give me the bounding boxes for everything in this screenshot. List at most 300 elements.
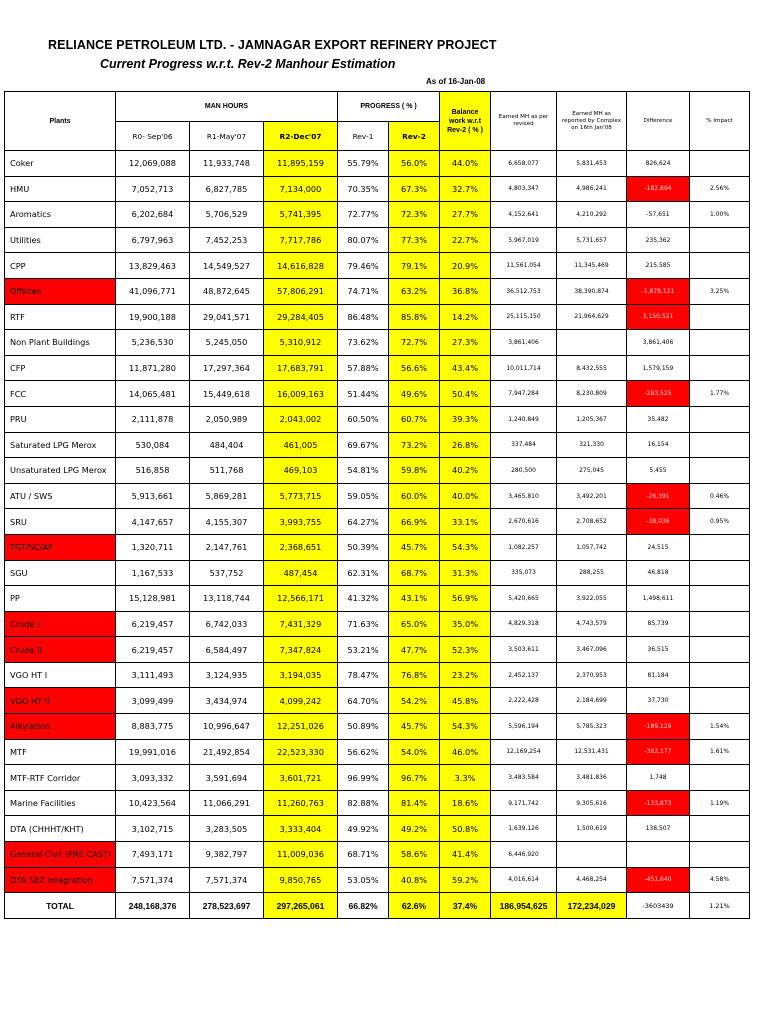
cell-diff: -362,177 — [627, 739, 690, 765]
cell-rev1: 60.50% — [338, 406, 389, 432]
cell-plant: CPP — [5, 253, 116, 279]
header-difference: Difference — [627, 92, 690, 151]
cell-earned: 2,222,428 — [491, 688, 557, 714]
cell-earned: 11,561,054 — [491, 253, 557, 279]
cell-rev2: 96.7% — [389, 765, 440, 791]
table-row — [5, 509, 750, 535]
cell-r0: 7,493,171 — [116, 842, 190, 868]
cell-rev2: 49.6% — [389, 381, 440, 407]
cell-diff: 35,482 — [627, 406, 690, 432]
cell-earned: 4,829,318 — [491, 611, 557, 637]
cell-plant: MTF — [5, 739, 116, 765]
cell-rev1: 59.05% — [338, 483, 389, 509]
header-r0: R0- Sep'06 — [116, 122, 190, 151]
cell-complex: 2,370,953 — [557, 662, 627, 688]
cell-earned: 25,115,150 — [491, 304, 557, 330]
cell-impact — [690, 330, 750, 356]
table-row — [5, 611, 750, 637]
cell-earned: 280,500 — [491, 458, 557, 484]
header-impact: % Impact — [690, 92, 750, 151]
cell-r0: 3,111,493 — [116, 662, 190, 688]
cell-bal: 54.3% — [440, 714, 491, 740]
cell-rev1: 53.21% — [338, 637, 389, 663]
table-row — [5, 458, 750, 484]
cell-impact — [690, 637, 750, 663]
table-row — [5, 330, 750, 356]
cell-complex: 1,057,742 — [557, 534, 627, 560]
cell-r0: 4,147,657 — [116, 509, 190, 535]
cell-complex: 275,045 — [557, 458, 627, 484]
cell-r2: 11,895,159 — [264, 151, 338, 177]
cell-rev1: 49.92% — [338, 816, 389, 842]
table-row — [5, 151, 750, 177]
cell-rev2: 63.2% — [389, 278, 440, 304]
total-complex: 172,234,029 — [557, 893, 627, 919]
cell-bal: 22.7% — [440, 227, 491, 253]
cell-bal: 35.0% — [440, 611, 491, 637]
cell-r0: 6,202,684 — [116, 202, 190, 228]
cell-rev1: 79.46% — [338, 253, 389, 279]
cell-diff: 3,861,406 — [627, 330, 690, 356]
cell-rev2: 40.8% — [389, 867, 440, 893]
cell-complex: 3,481,836 — [557, 765, 627, 791]
cell-plant: Unsaturated LPG Merox — [5, 458, 116, 484]
cell-r0: 6,219,457 — [116, 611, 190, 637]
cell-plant: SRU — [5, 509, 116, 535]
cell-r2: 7,134,000 — [264, 176, 338, 202]
cell-earned: 335,073 — [491, 560, 557, 586]
cell-diff: 826,624 — [627, 151, 690, 177]
cell-plant: CFP — [5, 355, 116, 381]
cell-r1: 13,118,744 — [190, 586, 264, 612]
cell-rev1: 55.79% — [338, 151, 389, 177]
cell-r2: 7,347,824 — [264, 637, 338, 663]
cell-plant: Alkylation — [5, 714, 116, 740]
cell-complex: 4,210,292 — [557, 202, 627, 228]
cell-r0: 3,102,715 — [116, 816, 190, 842]
cell-r0: 12,069,088 — [116, 151, 190, 177]
total-rev2: 62.6% — [389, 893, 440, 919]
cell-rev2: 77.3% — [389, 227, 440, 253]
table-row — [5, 253, 750, 279]
cell-r0: 11,871,280 — [116, 355, 190, 381]
cell-r0: 5,236,530 — [116, 330, 190, 356]
cell-complex: 1,500,619 — [557, 816, 627, 842]
cell-plant: Coker — [5, 151, 116, 177]
cell-impact — [690, 688, 750, 714]
cell-plant: Marine Facilities — [5, 790, 116, 816]
cell-complex: 4,468,254 — [557, 867, 627, 893]
cell-complex: 288,255 — [557, 560, 627, 586]
header-r2: R2-Dec'07 — [264, 122, 338, 151]
total-r2: 297,265,061 — [264, 893, 338, 919]
cell-r2: 16,009,163 — [264, 381, 338, 407]
cell-bal: 50.4% — [440, 381, 491, 407]
cell-rev1: 71.63% — [338, 611, 389, 637]
cell-r2: 469,103 — [264, 458, 338, 484]
cell-impact — [690, 662, 750, 688]
cell-bal: 45.8% — [440, 688, 491, 714]
cell-rev1: 54.81% — [338, 458, 389, 484]
cell-r0: 1,320,711 — [116, 534, 190, 560]
cell-complex: 5,785,323 — [557, 714, 627, 740]
cell-complex: 21,964,629 — [557, 304, 627, 330]
cell-diff: -283,525 — [627, 381, 690, 407]
cell-bal: 39.3% — [440, 406, 491, 432]
cell-rev2: 59.8% — [389, 458, 440, 484]
cell-r2: 3,333,404 — [264, 816, 338, 842]
table-row — [5, 867, 750, 893]
cell-r2: 7,431,329 — [264, 611, 338, 637]
cell-diff: -182,894 — [627, 176, 690, 202]
cell-impact: 1.77% — [690, 381, 750, 407]
cell-r1: 5,706,529 — [190, 202, 264, 228]
cell-impact — [690, 458, 750, 484]
cell-bal: 27.7% — [440, 202, 491, 228]
cell-diff — [627, 842, 690, 868]
cell-earned: 3,465,810 — [491, 483, 557, 509]
cell-r2: 14,616,828 — [264, 253, 338, 279]
cell-earned: 2,452,137 — [491, 662, 557, 688]
cell-complex: 3,467,096 — [557, 637, 627, 663]
cell-earned: 7,947,284 — [491, 381, 557, 407]
cell-plant: Non Plant Buildings — [5, 330, 116, 356]
cell-rev2: 85.8% — [389, 304, 440, 330]
cell-rev1: 64.27% — [338, 509, 389, 535]
cell-r1: 5,245,050 — [190, 330, 264, 356]
table-row — [5, 842, 750, 868]
cell-earned: 5,596,194 — [491, 714, 557, 740]
cell-complex: 3,922,055 — [557, 586, 627, 612]
cell-bal: 27.3% — [440, 330, 491, 356]
as-of-date: As of 16-Jan-08 — [426, 77, 486, 86]
cell-r1: 48,872,645 — [190, 278, 264, 304]
cell-r1: 7,452,253 — [190, 227, 264, 253]
cell-rev1: 73.62% — [338, 330, 389, 356]
cell-diff: 1,579,159 — [627, 355, 690, 381]
cell-rev2: 68.7% — [389, 560, 440, 586]
cell-rev2: 67.3% — [389, 176, 440, 202]
cell-rev2: 56.6% — [389, 355, 440, 381]
cell-bal: 20.9% — [440, 253, 491, 279]
cell-plant: SGU — [5, 560, 116, 586]
cell-complex: 1,205,367 — [557, 406, 627, 432]
cell-rev1: 96.99% — [338, 765, 389, 791]
cell-impact — [690, 253, 750, 279]
cell-r0: 14,065,481 — [116, 381, 190, 407]
cell-r0: 10,423,564 — [116, 790, 190, 816]
total-r1: 278,523,697 — [190, 893, 264, 919]
cell-rev2: 58.6% — [389, 842, 440, 868]
cell-r1: 17,297,364 — [190, 355, 264, 381]
cell-rev1: 50.89% — [338, 714, 389, 740]
cell-earned: 5,420,665 — [491, 586, 557, 612]
cell-r0: 15,128,981 — [116, 586, 190, 612]
cell-earned: 36,512,753 — [491, 278, 557, 304]
cell-plant: Crude I — [5, 611, 116, 637]
table-row — [5, 381, 750, 407]
cell-impact: 4.58% — [690, 867, 750, 893]
cell-r2: 29,284,405 — [264, 304, 338, 330]
cell-r1: 484,404 — [190, 432, 264, 458]
table-row — [5, 304, 750, 330]
cell-impact — [690, 355, 750, 381]
table-row — [5, 176, 750, 202]
cell-impact — [690, 304, 750, 330]
cell-rev2: 79.1% — [389, 253, 440, 279]
cell-r0: 1,167,533 — [116, 560, 190, 586]
cell-diff: 1,498,611 — [627, 586, 690, 612]
cell-rev2: 43.1% — [389, 586, 440, 612]
cell-bal: 46.0% — [440, 739, 491, 765]
header-man-hours: MAN HOURS — [116, 92, 338, 122]
report-subtitle: Current Progress w.r.t. Rev-2 Manhour Estimation — [100, 57, 396, 71]
cell-rev2: 60.7% — [389, 406, 440, 432]
cell-rev1: 70.35% — [338, 176, 389, 202]
cell-diff: -189,129 — [627, 714, 690, 740]
cell-diff: -133,873 — [627, 790, 690, 816]
cell-plant: Aromatics — [5, 202, 116, 228]
report-title: RELIANCE PETROLEUM LTD. - JAMNAGAR EXPORT REFINERY PROJECT — [48, 38, 497, 52]
cell-plant: Crude II — [5, 637, 116, 663]
cell-rev2: 65.0% — [389, 611, 440, 637]
cell-r2: 2,368,651 — [264, 534, 338, 560]
cell-impact — [690, 816, 750, 842]
cell-impact: 1.19% — [690, 790, 750, 816]
cell-impact — [690, 560, 750, 586]
cell-complex: 3,492,201 — [557, 483, 627, 509]
cell-earned: 4,152,641 — [491, 202, 557, 228]
cell-r2: 5,773,715 — [264, 483, 338, 509]
cell-earned: 1,639,126 — [491, 816, 557, 842]
cell-earned: 5,967,019 — [491, 227, 557, 253]
cell-plant: Saturated LPG Merox — [5, 432, 116, 458]
cell-complex: 5,731,657 — [557, 227, 627, 253]
cell-complex: 8,230,809 — [557, 381, 627, 407]
cell-r1: 2,147,761 — [190, 534, 264, 560]
cell-r0: 19,900,188 — [116, 304, 190, 330]
cell-r0: 2,111,878 — [116, 406, 190, 432]
total-difference: -3603439 — [627, 893, 690, 919]
cell-bal: 41.4% — [440, 842, 491, 868]
cell-r0: 530,084 — [116, 432, 190, 458]
cell-bal: 33.1% — [440, 509, 491, 535]
cell-rev1: 78.47% — [338, 662, 389, 688]
cell-plant: General Civil (PRE CAST) — [5, 842, 116, 868]
cell-r2: 9,850,765 — [264, 867, 338, 893]
cell-impact — [690, 534, 750, 560]
cell-r1: 7,571,374 — [190, 867, 264, 893]
cell-diff: 16,154 — [627, 432, 690, 458]
cell-r1: 6,742,033 — [190, 611, 264, 637]
cell-rev2: 81.4% — [389, 790, 440, 816]
table-row — [5, 688, 750, 714]
cell-impact — [690, 586, 750, 612]
table-row — [5, 739, 750, 765]
table-row — [5, 483, 750, 509]
cell-r2: 11,260,763 — [264, 790, 338, 816]
cell-bal: 52.3% — [440, 637, 491, 663]
cell-plant: FCC — [5, 381, 116, 407]
cell-r1: 11,933,748 — [190, 151, 264, 177]
cell-impact: 0.46% — [690, 483, 750, 509]
cell-plant: HMU — [5, 176, 116, 202]
cell-complex: 2,184,699 — [557, 688, 627, 714]
cell-earned: 4,016,614 — [491, 867, 557, 893]
cell-bal: 18.6% — [440, 790, 491, 816]
header-r1: R1-May'07 — [190, 122, 264, 151]
cell-diff: -38,036 — [627, 509, 690, 535]
cell-r1: 14,549,527 — [190, 253, 264, 279]
header-row-1 — [5, 92, 750, 122]
cell-earned: 3,861,406 — [491, 330, 557, 356]
cell-rev2: 72.3% — [389, 202, 440, 228]
cell-r1: 3,591,694 — [190, 765, 264, 791]
cell-complex: 9,305,616 — [557, 790, 627, 816]
cell-r1: 6,827,785 — [190, 176, 264, 202]
cell-r1: 2,050,989 — [190, 406, 264, 432]
cell-r2: 3,601,721 — [264, 765, 338, 791]
cell-bal: 43.4% — [440, 355, 491, 381]
cell-earned: 1,082,257 — [491, 534, 557, 560]
cell-impact: 2.56% — [690, 176, 750, 202]
cell-earned: 6,658,077 — [491, 151, 557, 177]
cell-plant: RTF — [5, 304, 116, 330]
header-balance-work: Balance work w.r.t Rev-2 ( % ) — [440, 92, 491, 151]
cell-r2: 7,717,786 — [264, 227, 338, 253]
cell-r0: 6,219,457 — [116, 637, 190, 663]
cell-diff: 138,507 — [627, 816, 690, 842]
header-earned-mh: Earned MH as per revised — [491, 92, 557, 151]
cell-rev2: 60.0% — [389, 483, 440, 509]
cell-rev2: 47.7% — [389, 637, 440, 663]
cell-plant: VGO HT I — [5, 662, 116, 688]
cell-earned: 1,240,849 — [491, 406, 557, 432]
cell-bal: 59.2% — [440, 867, 491, 893]
cell-rev1: 68.71% — [338, 842, 389, 868]
cell-bal: 3.3% — [440, 765, 491, 791]
table-row — [5, 227, 750, 253]
cell-diff: -57,651 — [627, 202, 690, 228]
cell-r2: 4,099,242 — [264, 688, 338, 714]
cell-impact: 1.00% — [690, 202, 750, 228]
header-rev1: Rev-1 — [338, 122, 389, 151]
cell-earned: 9,171,742 — [491, 790, 557, 816]
cell-complex: 8,432,555 — [557, 355, 627, 381]
cell-complex — [557, 330, 627, 356]
cell-rev2: 45.7% — [389, 714, 440, 740]
cell-plant: VGO HT II — [5, 688, 116, 714]
table-row — [5, 534, 750, 560]
cell-rev1: 72.77% — [338, 202, 389, 228]
cell-rev1: 51.44% — [338, 381, 389, 407]
cell-diff: 215,585 — [627, 253, 690, 279]
cell-rev2: 45.7% — [389, 534, 440, 560]
cell-r1: 3,434,974 — [190, 688, 264, 714]
cell-r1: 21,492,854 — [190, 739, 264, 765]
cell-rev2: 49.2% — [389, 816, 440, 842]
table-row — [5, 765, 750, 791]
cell-rev1: 62.31% — [338, 560, 389, 586]
cell-earned: 6,446,920 — [491, 842, 557, 868]
cell-bal: 54.3% — [440, 534, 491, 560]
cell-r1: 537,752 — [190, 560, 264, 586]
cell-r0: 7,571,374 — [116, 867, 190, 893]
cell-plant: PP — [5, 586, 116, 612]
cell-earned: 2,670,616 — [491, 509, 557, 535]
cell-complex: 4,986,241 — [557, 176, 627, 202]
total-balance: 37.4% — [440, 893, 491, 919]
cell-r2: 22,523,330 — [264, 739, 338, 765]
cell-diff: -1,878,121 — [627, 278, 690, 304]
cell-diff: 81,184 — [627, 662, 690, 688]
cell-r1: 4,155,307 — [190, 509, 264, 535]
cell-impact — [690, 842, 750, 868]
table-row — [5, 432, 750, 458]
cell-impact — [690, 406, 750, 432]
cell-bal: 50.8% — [440, 816, 491, 842]
cell-rev1: 80.07% — [338, 227, 389, 253]
cell-impact: 1.61% — [690, 739, 750, 765]
cell-bal: 23.2% — [440, 662, 491, 688]
cell-rev2: 73.2% — [389, 432, 440, 458]
header-progress: PROGRESS ( % ) — [338, 92, 440, 122]
table-row — [5, 816, 750, 842]
cell-impact — [690, 227, 750, 253]
cell-r1: 3,124,935 — [190, 662, 264, 688]
cell-r1: 9,382,797 — [190, 842, 264, 868]
cell-r0: 41,096,771 — [116, 278, 190, 304]
cell-r2: 3,194,035 — [264, 662, 338, 688]
cell-complex: 2,708,652 — [557, 509, 627, 535]
cell-rev2: 56.0% — [389, 151, 440, 177]
cell-r0: 3,093,332 — [116, 765, 190, 791]
cell-bal: 40.0% — [440, 483, 491, 509]
cell-r2: 5,310,912 — [264, 330, 338, 356]
cell-r2: 17,683,791 — [264, 355, 338, 381]
cell-diff: -451,640 — [627, 867, 690, 893]
cell-r0: 13,829,463 — [116, 253, 190, 279]
cell-diff: -26,391 — [627, 483, 690, 509]
cell-rev1: 57.88% — [338, 355, 389, 381]
total-impact: 1.21% — [690, 893, 750, 919]
cell-diff: 24,515 — [627, 534, 690, 560]
cell-r1: 11,066,291 — [190, 790, 264, 816]
cell-rev1: 74.71% — [338, 278, 389, 304]
cell-r2: 11,009,036 — [264, 842, 338, 868]
cell-impact — [690, 151, 750, 177]
cell-r1: 6,584,497 — [190, 637, 264, 663]
header-earned-mh-complex: Earned MH as reported by Complex on 16th Jan'08 — [557, 92, 627, 151]
cell-complex: 12,531,431 — [557, 739, 627, 765]
cell-impact: 1.54% — [690, 714, 750, 740]
table-row — [5, 278, 750, 304]
table-row — [5, 560, 750, 586]
cell-impact — [690, 611, 750, 637]
table-row — [5, 586, 750, 612]
cell-rev1: 53.05% — [338, 867, 389, 893]
cell-r2: 12,251,026 — [264, 714, 338, 740]
cell-plant: MTF-RTF Corridor — [5, 765, 116, 791]
cell-earned: 4,803,347 — [491, 176, 557, 202]
cell-diff: 36,515 — [627, 637, 690, 663]
cell-rev1: 86.48% — [338, 304, 389, 330]
cell-plant: DTA SEZ Integration — [5, 867, 116, 893]
table-row — [5, 790, 750, 816]
cell-rev2: 54.2% — [389, 688, 440, 714]
cell-r2: 487,454 — [264, 560, 338, 586]
cell-diff: 46,818 — [627, 560, 690, 586]
